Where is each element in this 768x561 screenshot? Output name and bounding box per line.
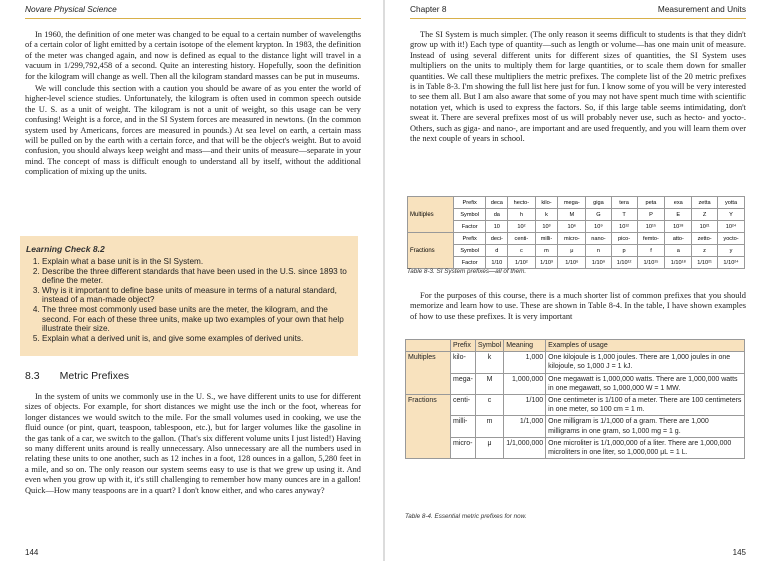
cell: 1/1,000,000 (504, 437, 546, 458)
cell: deca (486, 197, 508, 209)
table-row (406, 373, 745, 394)
cell: T (611, 209, 637, 221)
row-label: Factor (453, 221, 486, 233)
cell: mega- (558, 197, 586, 209)
table-row (408, 197, 745, 209)
cell: 1/100 (504, 395, 546, 416)
cell: mega- (451, 373, 476, 394)
chapter-label: Chapter 8 (410, 4, 447, 14)
list-item: 1. Explain what a base unit is in the SI System. (42, 257, 354, 267)
cell: peta (637, 197, 665, 209)
cell: 10¹⁵ (637, 221, 665, 233)
row-label: Prefix (453, 197, 486, 209)
table-header-row (406, 340, 745, 352)
cell: c (475, 395, 503, 416)
table-row (406, 352, 745, 373)
paragraph: In the system of units we commonly use in the U. S., we have different units to use for different sizes of objects. For example, for short distances we might use the inch or the foot, whereas for longer distances we would switch to the mile. For the small volumes used in cooking, we use the fluid ounce (or pint, quart, teaspoon, tablespoon, etc.), but for larger volumes like the gasoline in the gas tank of a car, we switch to the gallon. (That's six different volume units I just listed!) Having so many different units around is really unnecessary. Also unnecessary are all the numbers used in relating these units to one another, such as 12 inches in a foot, 128 ounces in a gallon, 5,280 feet in a mile, and so on. The only reason our system seems easy to use is that we grew up using it. And even when you grow up with it, it's still challenging to remember how many ounces are in a gallon! Quick—How many teaspoons are in a quart? I don't know either, and who cares anyway? (25, 392, 361, 495)
cell: h (508, 209, 535, 221)
page-number: 144 (25, 548, 39, 557)
table-row (406, 395, 745, 416)
learning-check-title: Learning Check 8.2 (26, 244, 105, 254)
cell: M (558, 209, 586, 221)
left-page (0, 0, 383, 561)
header-cell: Prefix (451, 340, 476, 352)
right-page (385, 0, 768, 561)
paragraph: We will conclude this section with a caution you should be aware of as you enter the world of higher-level science studies. Unfortunately, the kilogram is often used in common speech outside the U. S. as a unit of weight. The kilogram is not a unit of weight, so this usage can be very confusing! Weight is a force, and in the SI System forces are measured in newtons. (In the common system used by Americans, forces are measured in pounds.) At sea level on earth, a certain mass will be pulled on by the earth with a certain force, and that will be the object's weight. But to avoid confusion, you should always keep weight and mass—and their units of measure—separate in your mind. The concept of mass is difficult enough to understand all by itself, without the additional complication of mixing up the units. (25, 84, 361, 177)
cell: femto- (637, 233, 665, 245)
cell: One centimeter is 1/100 of a meter. There are 100 centimeters in one meter, so 100 cm = 1 m. (546, 395, 745, 416)
cell: centi- (451, 395, 476, 416)
cell: 10²¹ (692, 221, 718, 233)
body-text (410, 291, 746, 324)
cell: 10¹² (611, 221, 637, 233)
cell: tera (611, 197, 637, 209)
cell: P (637, 209, 665, 221)
chapter-title: Measurement and Units (657, 4, 746, 14)
cell: deci- (486, 233, 508, 245)
paragraph: In 1960, the definition of one meter was changed to be equal to a certain number of wavelengths of a certain color of light emitted by a certain isotope of the element krypton. In 1983, the definition of the meter was changed again, and now is defined as equal to the distance light will travel in a vacuum in 1/299,792,458 of a second. Quite an interesting history. Hopefully, soon the definition for the kilogram will change as well. Then all the kilogram standard masses can be put in museums. (25, 30, 361, 81)
table-row (408, 209, 745, 221)
cell: kilo- (451, 352, 476, 373)
cell: yotta (718, 197, 745, 209)
cell: nano- (586, 233, 611, 245)
cell: m (475, 416, 503, 437)
group-label: Multiples (408, 197, 454, 233)
header-cell-blank (406, 340, 451, 352)
list-item: 2. Describe the three different standards that have been used in the U.S. since 1893 to define the meter. (42, 267, 354, 286)
table-caption: Table 8-4. Essential metric prefixes for now. (405, 513, 527, 520)
running-header (25, 4, 361, 19)
cell: 10²⁴ (718, 221, 745, 233)
cell: 1/10⁶ (558, 257, 586, 269)
cell: One milligram is 1/1,000 of a gram. There are 1,000 milligrams in one gram, so 1,000 mg = 1 g. (546, 416, 745, 437)
cell: d (486, 245, 508, 257)
cell: Z (692, 209, 718, 221)
paragraph: For the purposes of this course, there is a much shorter list of common prefixes that you should memorize and learn how to use. These are shown in Table 8-4. In the table, I have shown examples of how to use these prefixes. It is very important (410, 291, 746, 321)
section-heading (25, 370, 149, 382)
cell: 10² (508, 221, 535, 233)
row-label: Symbol (453, 209, 486, 221)
cell: giga (586, 197, 611, 209)
table-row (408, 245, 745, 257)
running-header (410, 4, 746, 19)
cell: 1/10¹⁵ (637, 257, 665, 269)
list-item: 3. Why is it important to define base units of measure in terms of a natural standard, instead of a man-made object? (42, 286, 354, 305)
cell: 1/10¹⁸ (665, 257, 692, 269)
list-item: 5. Explain what a derived unit is, and give some examples of derived units. (42, 334, 354, 344)
learning-check-box (20, 236, 358, 356)
cell: c (508, 245, 535, 257)
cell: exa (665, 197, 692, 209)
cell: 1/10²⁴ (718, 257, 745, 269)
cell: a (665, 245, 692, 257)
cell: yocto- (718, 233, 745, 245)
cell: micro- (558, 233, 586, 245)
cell: 10³ (535, 221, 558, 233)
cell: G (586, 209, 611, 221)
header-cell: Symbol (475, 340, 503, 352)
cell: M (475, 373, 503, 394)
cell: 1,000 (504, 352, 546, 373)
cell: 10⁶ (558, 221, 586, 233)
cell: k (475, 352, 503, 373)
cell: 1/10²¹ (692, 257, 718, 269)
page-number: 145 (732, 548, 746, 557)
cell: One megawatt is 1,000,000 watts. There are 1,000,000 watts in one megawatt, so 1,000,000 W = 1 MW. (546, 373, 745, 394)
cell: milli- (535, 233, 558, 245)
header-cell: Examples of usage (546, 340, 745, 352)
cell: 10¹⁸ (665, 221, 692, 233)
cell: centi- (508, 233, 535, 245)
cell: zetto- (692, 233, 718, 245)
section-title: Metric Prefixes (59, 370, 130, 382)
paragraph: The SI System is much simpler. (The only reason it seems difficult to students is that they didn't grow up with it!) Each type of quantity—such as length or volume—has one main unit of measure. Instead of using several different units for different sizes of quantities, the SI System uses multipliers on the units to multiply them for large quantities, or to scale them down for smaller quantities. We call these multipliers the metric prefixes. The complete list of the 20 metric prefixes is in Table 8-3. I'm showing the full list here just for fun. I know some of you will be very interested to see them all. But I am also aware that some of you may not have spent much time with scientific notation yet, which is used to express the factors. So, if this large table seems intimidating, don't sweat it. There are several prefixes most of us will probably never use, such as hecto- and yocto-. Others, such as giga- and nano-, are important and are used frequently, and you will learn them over the next couple of years in school. (410, 30, 746, 144)
cell: y (718, 245, 745, 257)
cell: Y (718, 209, 745, 221)
learning-check-list (20, 257, 358, 343)
table-row (408, 233, 745, 245)
group-label: Fractions (408, 233, 454, 269)
cell: zetta (692, 197, 718, 209)
table-8-3 (407, 196, 745, 269)
cell: pico- (611, 233, 637, 245)
cell: 1/10 (486, 257, 508, 269)
row-label: Symbol (453, 245, 486, 257)
body-text (410, 30, 746, 146)
cell: 1/1,000 (504, 416, 546, 437)
table-row (408, 257, 745, 269)
cell: p (611, 245, 637, 257)
cell: μ (475, 437, 503, 458)
table-row (408, 221, 745, 233)
cell: da (486, 209, 508, 221)
cell: One kilojoule is 1,000 joules. There are 1,000 joules in one kilojoule, so 1,000 J = 1 kJ. (546, 352, 745, 373)
row-label: Factor (453, 257, 486, 269)
cell: m (535, 245, 558, 257)
cell: 1,000,000 (504, 373, 546, 394)
cell: 1/10³ (535, 257, 558, 269)
group-label: Multiples (406, 352, 451, 395)
cell: E (665, 209, 692, 221)
cell: 10 (486, 221, 508, 233)
cell: z (692, 245, 718, 257)
cell: μ (558, 245, 586, 257)
table-row (406, 416, 745, 437)
cell: One microliter is 1/1,000,000 of a liter. There are 1,000,000 microliters in one liter, so 1,000,000 μL = 1 L. (546, 437, 745, 458)
book-title: Novare Physical Science (25, 4, 117, 14)
cell: 10⁹ (586, 221, 611, 233)
cell: milli- (451, 416, 476, 437)
group-label: Fractions (406, 395, 451, 459)
section-body (25, 392, 361, 498)
cell: 1/10⁹ (586, 257, 611, 269)
row-label: Prefix (453, 233, 486, 245)
cell: f (637, 245, 665, 257)
cell: kilo- (535, 197, 558, 209)
list-item: 4. The three most commonly used base units are the meter, the kilogram, and the second. For each of these three units, make up two examples of your own that help illustrate their size. (42, 305, 354, 334)
cell: 1/10¹² (611, 257, 637, 269)
cell: atto- (665, 233, 692, 245)
cell: 1/10² (508, 257, 535, 269)
cell: n (586, 245, 611, 257)
cell: micro- (451, 437, 476, 458)
table-8-4 (405, 339, 745, 459)
table-caption: Table 8-3. SI System prefixes—all of them. (407, 268, 527, 275)
cell: hecto- (508, 197, 535, 209)
body-text (25, 30, 361, 180)
cell: k (535, 209, 558, 221)
section-number: 8.3 (25, 370, 40, 382)
table-row (406, 437, 745, 458)
header-cell: Meaning (504, 340, 546, 352)
